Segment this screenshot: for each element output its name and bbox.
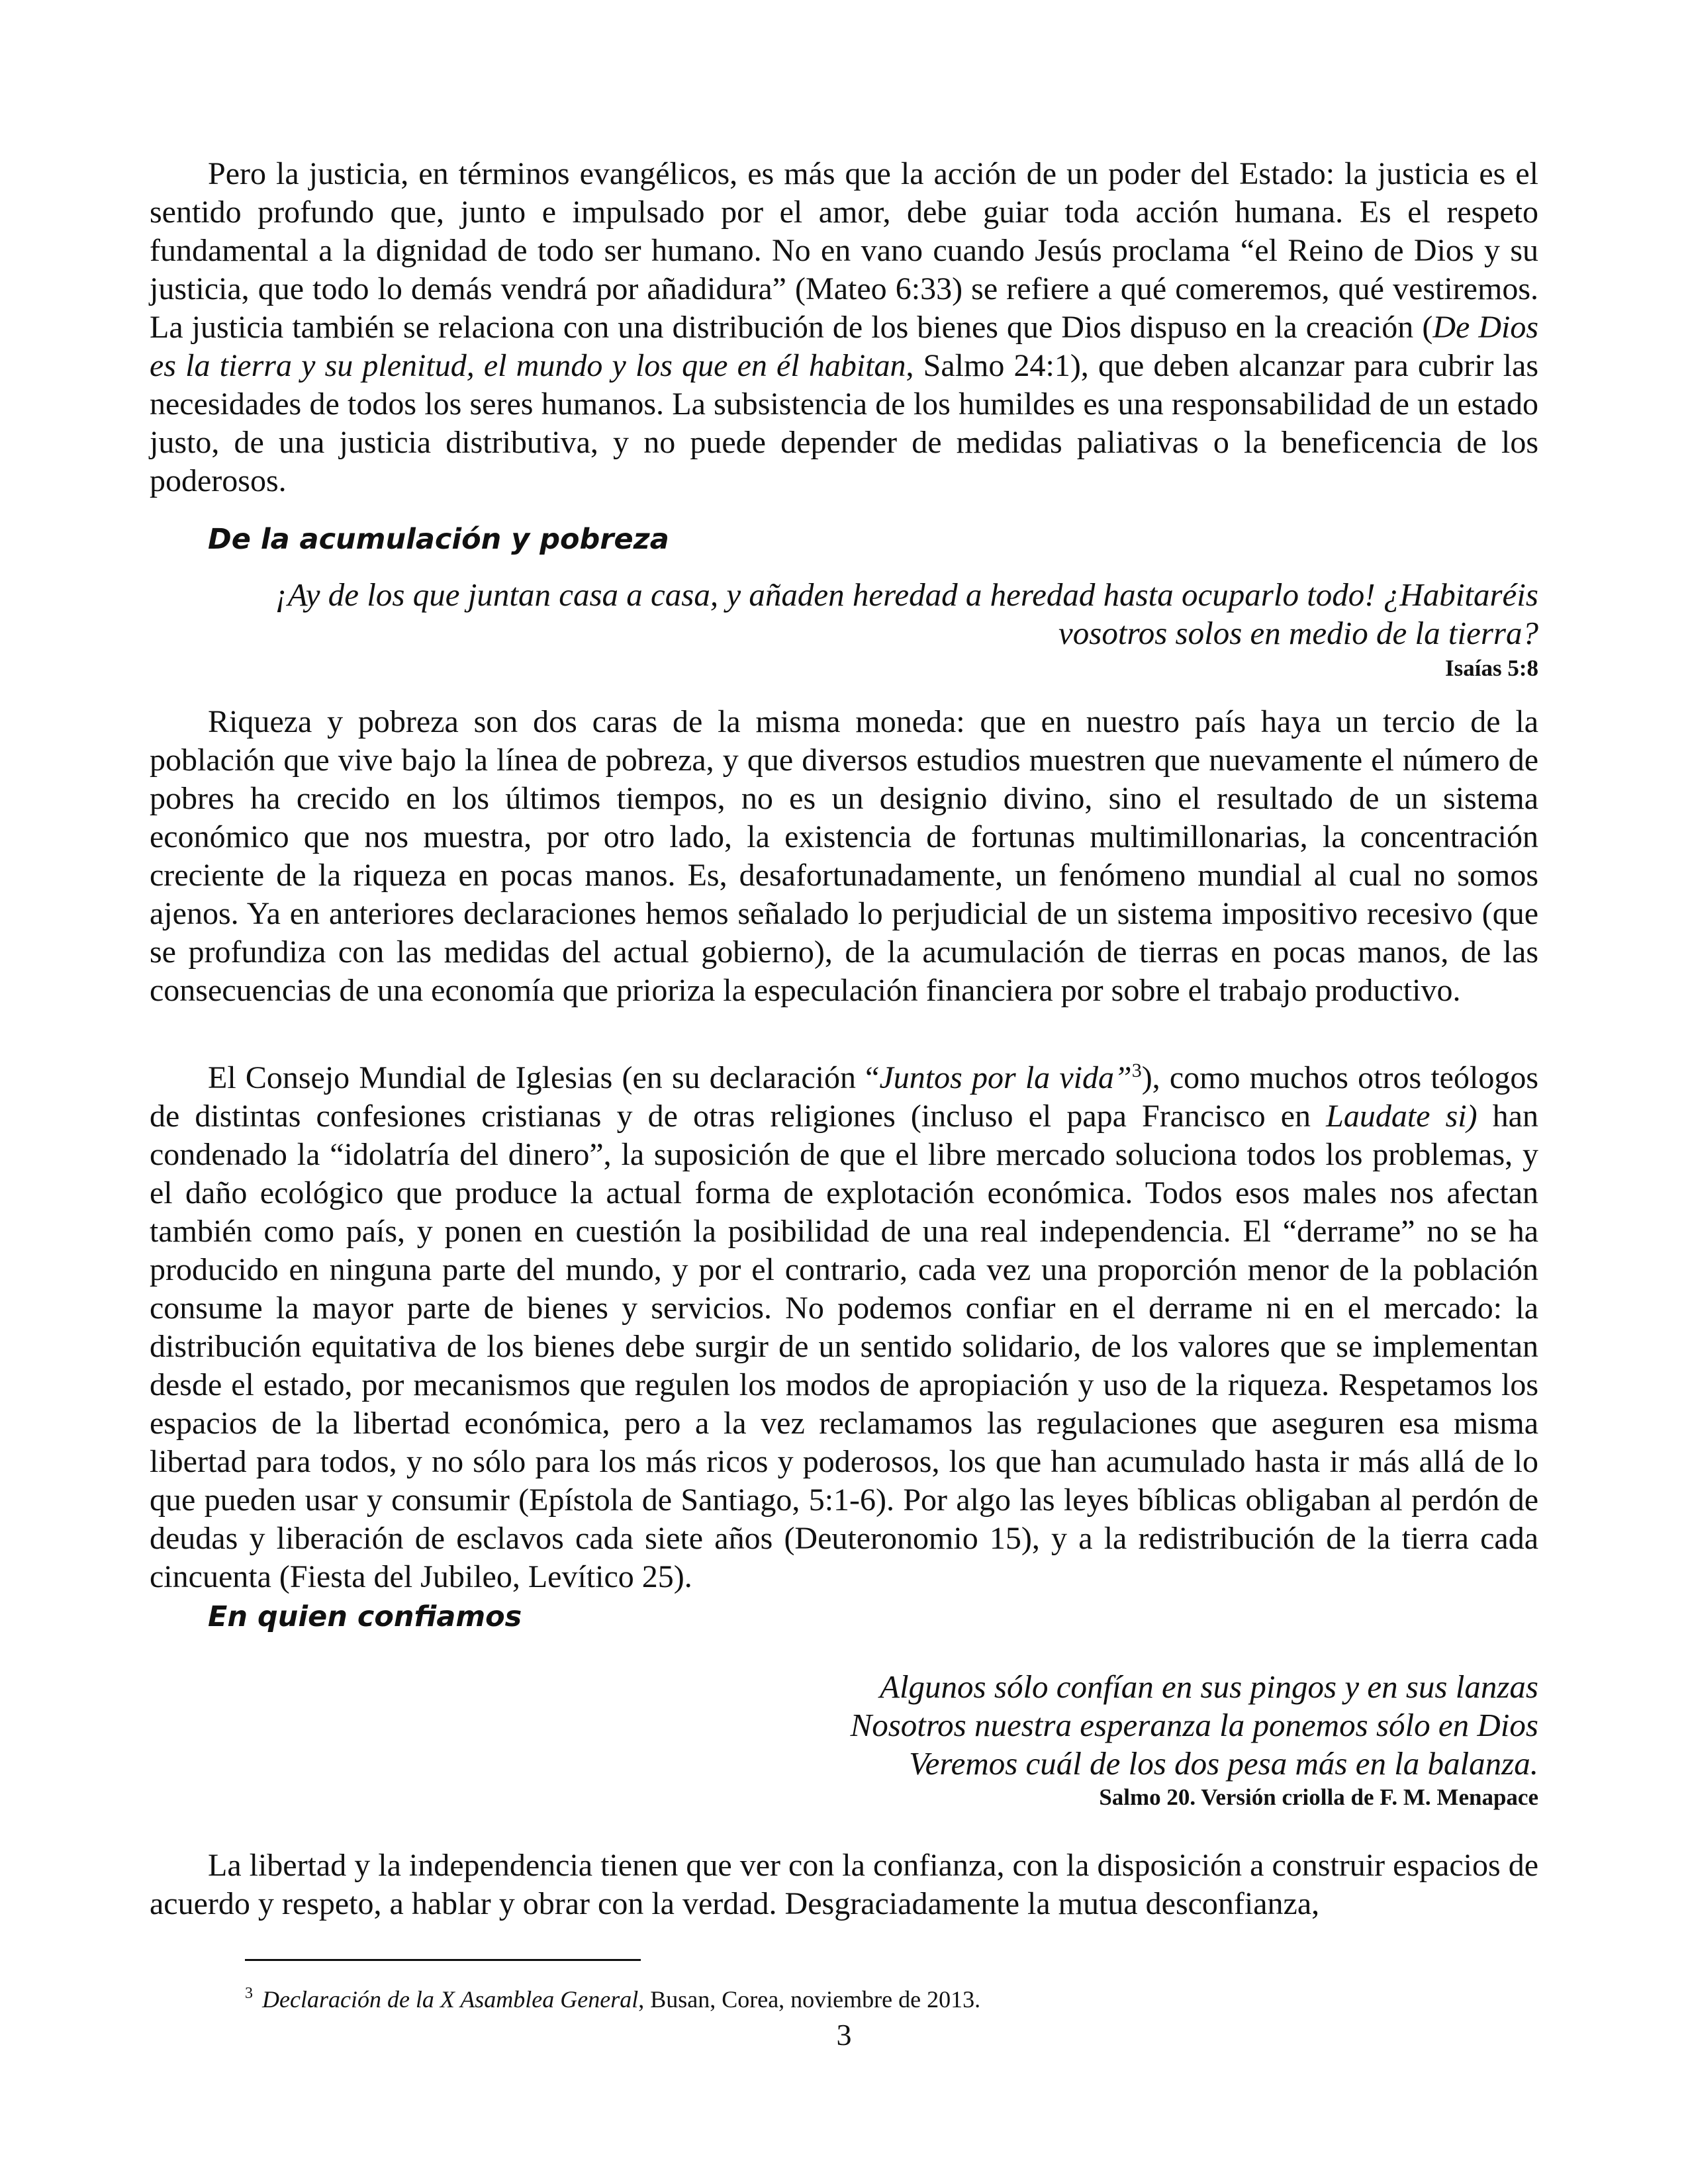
italic-citation: De Dios es la tierra y su plenitud, el mundo y los que en él habitan	[150, 310, 1538, 383]
section-heading-acumulacion: De la acumulación y pobreza	[208, 523, 669, 556]
page-number: 3	[836, 2018, 852, 2052]
section-heading-confiamos: En quien confiamos	[208, 1600, 522, 1633]
paragraph-consejo	[150, 1059, 1538, 1596]
epigraph-line: vosotros solos en medio de la tierra?	[1058, 615, 1538, 651]
paragraph-text	[150, 1059, 1538, 1596]
paragraph-justicia	[150, 155, 1538, 500]
epigraph-source: Salmo 20. Versión criolla de F. M. Menapace	[1099, 1784, 1538, 1810]
epigraph-line: Nosotros nuestra esperanza la ponemos sólo en Dios	[850, 1707, 1538, 1743]
paragraph-span: Pero la justicia, en términos evangélicos, es más que la acción de un poder del Estado: la justicia es el sentido profundo que, junto e impulsado por el amor, debe guiar toda acción humana. Es el respeto fundamental a la dignidad de todo ser humano. No en vano cuando Jesús proclama “el Reino de Dios y su justicia, que todo lo demás vendrá por añadidura” (Mateo 6:33) se refiere a qué comeremos, qué vestiremos. La justicia también se relaciona con una distribución de los bienes que Dios dispuso en la creación (	[150, 156, 1538, 345]
paragraph-span: , Salmo 24:1), que deben alcanzar para cubrir las necesidades de todos los seres humanos. La subsistencia de los humildes es una responsabilidad de un estado justo, de una justicia distributiva, y no puede depender de medidas paliativas o la beneficencia de los poderosos.	[150, 348, 1538, 498]
epigraph-line: Algunos sólo confían en sus pingos y en sus lanzas	[880, 1668, 1538, 1705]
italic-citation: Juntos por la vida”	[879, 1060, 1132, 1095]
paragraph-text: Riqueza y pobreza son dos caras de la misma moneda: que en nuestro país haya un tercio de la población que vive bajo la línea de pobreza, y que diversos estudios muestren que nuevamente el número de pobres ha crecido en los últimos tiempos, no es un designio divino, sino el resultado de un sistema económico que nos muestra, por otro lado, la existencia de fortunas multimillonarias, la concentración creciente de la riqueza en pocas manos. Es, desafortunadamente, un fenómeno mundial al cual no somos ajenos. Ya en anteriores declaraciones hemos señalado lo perjudicial de un sistema impositivo recesivo (que se profundiza con las medidas del actual gobierno), de la acumulación de tierras en pocas manos, de las consecuencias de una economía que prioriza la especulación financiera por sobre el trabajo productivo.	[150, 704, 1538, 1008]
footnote-title: Declaración de la X Asamblea General	[262, 1986, 639, 2013]
epigraph-isaias	[214, 576, 1538, 653]
epigraph-salmo	[214, 1668, 1538, 1783]
paragraph-text: La libertad y la independencia tienen que ver con la confianza, con la disposición a construir espacios de acuerdo y respeto, a hablar y obrar con la verdad. Desgraciadamente la mutua desconfianza,	[150, 1848, 1538, 1921]
paragraph-span: ), como muchos otros teólogos de distintas confesiones cristianas y de otras religiones (incluso el papa Francisco en	[150, 1060, 1539, 1134]
footnote-number: 3	[245, 1985, 253, 2002]
footnote-separator	[245, 1959, 641, 1961]
epigraph-source: Isaías 5:8	[1445, 655, 1538, 681]
paragraph-riqueza	[150, 703, 1538, 1010]
paragraph-span: El Consejo Mundial de Iglesias (en su declaración “	[208, 1060, 880, 1095]
paragraph-libertad	[150, 1846, 1538, 1923]
epigraph-line: Veremos cuál de los dos pesa más en la balanza.	[909, 1745, 1538, 1782]
footnote-text: , Busan, Corea, noviembre de 2013.	[638, 1986, 981, 2013]
paragraph-text	[150, 155, 1538, 500]
italic-citation: Laudate si)	[1326, 1099, 1477, 1134]
footnote	[245, 1979, 1503, 2014]
epigraph-line: ¡Ay de los que juntan casa a casa, y añaden heredad a heredad hasta ocuparlo todo! ¿Habitaréis	[275, 576, 1538, 613]
footnote-reference[interactable]: 3	[1131, 1060, 1142, 1081]
paragraph-span: han condenado la “idolatría del dinero”, la suposición de que el libre mercado soluciona todos los problemas, y el daño ecológico que produce la actual forma de explotación económica. Todos esos males nos afectan también como país, y ponen en cuestión la posibilidad de una real independencia. El “derrame” no se ha producido en ninguna parte del mundo, y por el contrario, cada vez una proporción menor de la población consume la mayor parte de bienes y servicios. No podemos confiar en el derrame ni en el mercado: la distribución equitativa de los bienes debe surgir de un sentido solidario, de los valores que se implementan desde el estado, por mecanismos que regulen los modos de apropiación y uso de la riqueza. Respetamos los espacios de la libertad económica, pero a la vez reclamamos las regulaciones que aseguren esa misma libertad para todos, y no sólo para los más ricos y poderosos, los que han acumulado hasta ir más allá de lo que pueden usar y consumir (Epístola de Santiago, 5:1-6). Por algo las leyes bíblicas obligaban al perdón de deudas y liberación de esclavos cada siete años (Deuteronomio 15), y a la redistribución de la tierra cada cincuenta (Fiesta del Jubileo, Levítico 25).	[150, 1099, 1538, 1594]
